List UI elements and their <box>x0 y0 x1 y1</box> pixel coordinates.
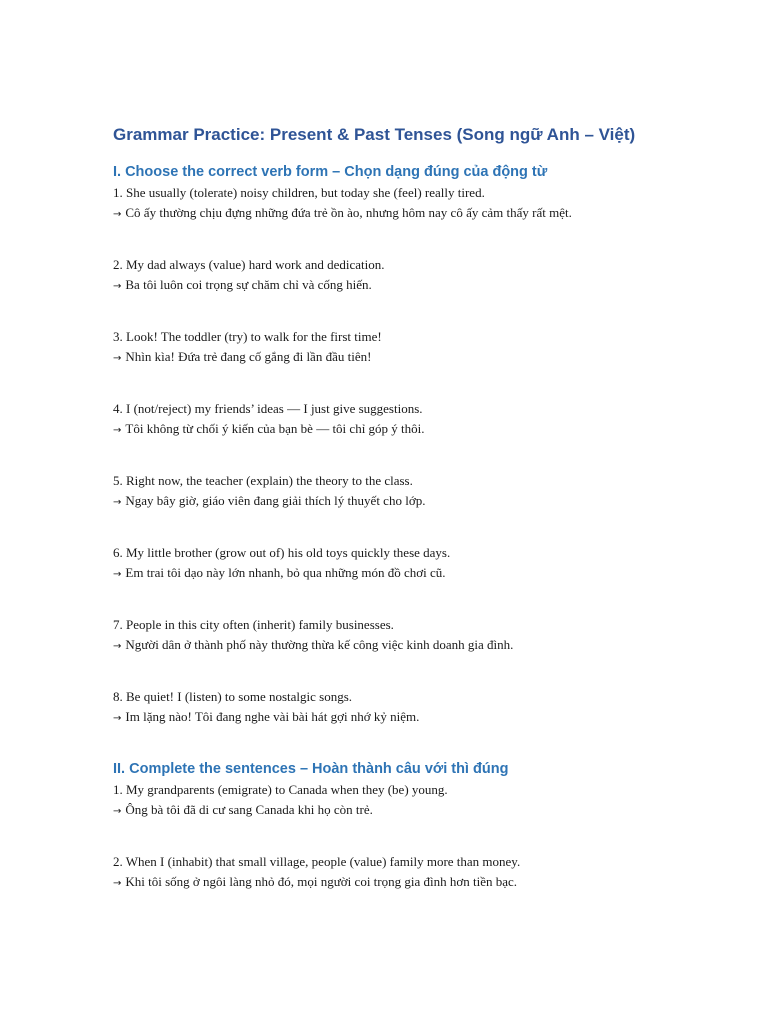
arrow-icon: → <box>113 712 122 724</box>
exercise-item <box>113 471 733 512</box>
exercise-item <box>113 852 733 893</box>
document-page <box>113 124 733 893</box>
vietnamese-translation: → Người dân ở thành phố này thường thừa kế công việc kinh doanh gia đình. <box>113 636 514 652</box>
vietnamese-translation: → Tôi không từ chối ý kiến của bạn bè — tôi chỉ góp ý thôi. <box>113 420 425 436</box>
exercise-item <box>113 615 733 656</box>
vietnamese-translation: → Im lặng nào! Tôi đang nghe vài bài hát gợi nhớ kỷ niệm. <box>113 708 420 724</box>
english-sentence: 2. When I (inhabit) that small village, people (value) family more than money. <box>113 854 521 869</box>
exercise-item <box>113 183 733 224</box>
arrow-icon: → <box>113 496 122 508</box>
exercise-item <box>113 327 733 368</box>
english-sentence: 8. Be quiet! I (listen) to some nostalgic songs. <box>113 689 353 704</box>
vietnamese-translation: → Ngay bây giờ, giáo viên đang giải thích lý thuyết cho lớp. <box>113 492 426 508</box>
exercise-item <box>113 780 733 821</box>
english-sentence: 7. People in this city often (inherit) family businesses. <box>113 617 394 632</box>
vietnamese-translation: → Khi tôi sống ở ngôi làng nhỏ đó, mọi người coi trọng gia đình hơn tiền bạc. <box>113 873 518 889</box>
exercise-item <box>113 255 733 296</box>
vietnamese-translation: → Em trai tôi dạo này lớn nhanh, bỏ qua những món đồ chơi cũ. <box>113 564 446 580</box>
english-sentence: 5. Right now, the teacher (explain) the theory to the class. <box>113 473 413 488</box>
arrow-icon: → <box>113 640 122 652</box>
exercise-item <box>113 543 733 584</box>
section-choose-verb-form <box>113 183 733 728</box>
arrow-icon: → <box>113 424 122 436</box>
section-heading-choose-verb-form: I. Choose the correct verb form – Chọn dạng đúng của động từ <box>113 164 548 180</box>
english-sentence: 2. My dad always (value) hard work and dedication. <box>113 257 385 272</box>
section-complete-sentences <box>113 780 733 893</box>
arrow-icon: → <box>113 208 122 220</box>
vietnamese-translation: → Nhìn kìa! Đứa trẻ đang cố gắng đi lần đầu tiên! <box>113 348 372 364</box>
exercise-item <box>113 687 733 728</box>
arrow-icon: → <box>113 352 122 364</box>
arrow-icon: → <box>113 568 122 580</box>
vietnamese-translation: → Cô ấy thường chịu đựng những đứa trẻ ồn ào, nhưng hôm nay cô ấy cảm thấy rất mệt. <box>113 204 572 220</box>
english-sentence: 4. I (not/reject) my friends’ ideas — I just give suggestions. <box>113 401 423 416</box>
arrow-icon: → <box>113 877 122 889</box>
english-sentence: 1. My grandparents (emigrate) to Canada when they (be) young. <box>113 782 448 797</box>
vietnamese-translation: → Ba tôi luôn coi trọng sự chăm chỉ và cống hiến. <box>113 276 372 292</box>
vietnamese-translation: → Ông bà tôi đã di cư sang Canada khi họ còn trẻ. <box>113 801 373 817</box>
exercise-item <box>113 399 733 440</box>
english-sentence: 6. My little brother (grow out of) his old toys quickly these days. <box>113 545 451 560</box>
arrow-icon: → <box>113 805 122 817</box>
english-sentence: 3. Look! The toddler (try) to walk for the first time! <box>113 329 382 344</box>
section-heading-complete-sentences: II. Complete the sentences – Hoàn thành câu với thì đúng <box>113 761 509 777</box>
document-title: Grammar Practice: Present & Past Tenses (Song ngữ Anh – Việt) <box>113 125 636 144</box>
english-sentence: 1. She usually (tolerate) noisy children, but today she (feel) really tired. <box>113 185 485 200</box>
arrow-icon: → <box>113 280 122 292</box>
